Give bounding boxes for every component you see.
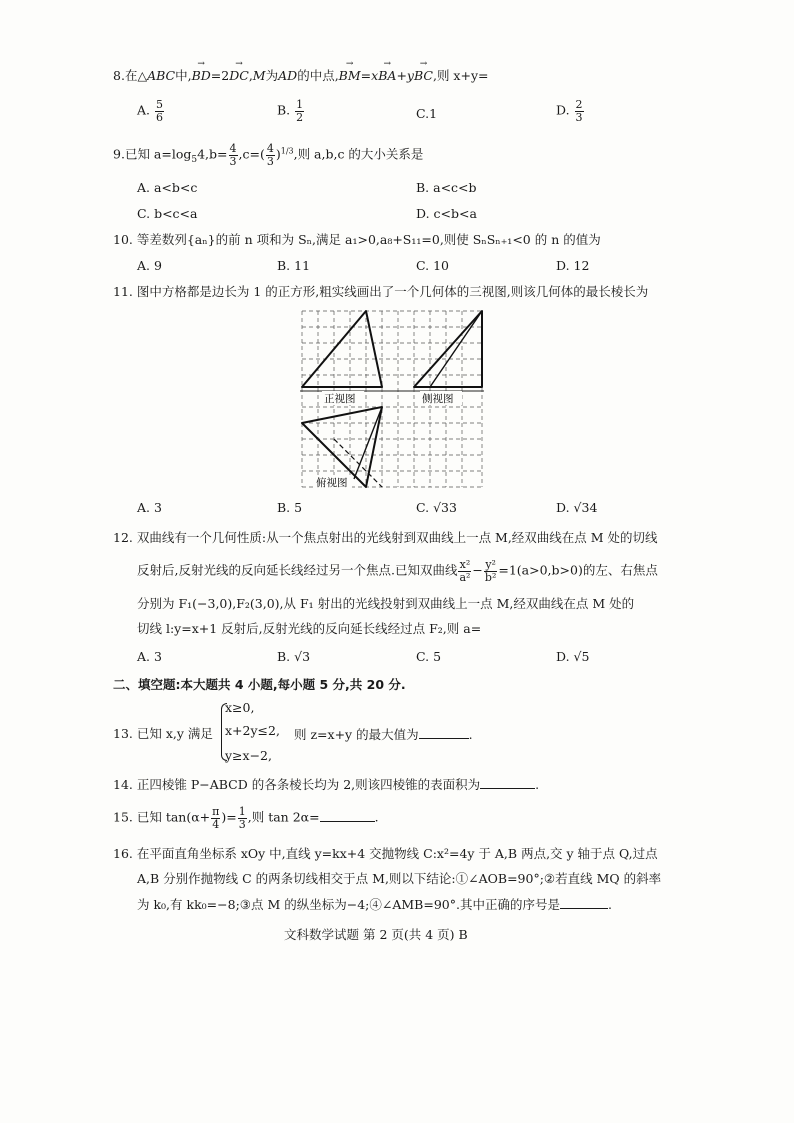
- page-footer: 文科数学试题 第 2 页(共 4 页) B: [284, 927, 468, 942]
- question-12-line-4: 切线 l:y=x+1 反射后,反射光线的反向延长线经过点 F₂,则 a=: [137, 621, 482, 636]
- q8-option-a: A. $\frac{5}{6}$: [137, 98, 163, 124]
- q10-option-c: C. 10: [416, 258, 449, 273]
- q9-option-d: D. c<b<a: [416, 206, 477, 221]
- question-11-stem: 11. 图中方格都是边长为 1 的正方形,粗实线画出了一个几何体的三视图,则该几何体的最长棱长为: [113, 284, 649, 299]
- section-2-heading: 二、填空题:本大题共 4 小题,每小题 5 分,共 20 分.: [113, 677, 406, 692]
- q11-option-c: C. √33: [416, 500, 457, 515]
- side-view-label: 侧视图: [422, 393, 454, 405]
- q12-option-c: C. 5: [416, 649, 442, 664]
- top-view-label: 俯视图: [316, 477, 348, 489]
- question-16-line-1: 16. 在平面直角坐标系 xOy 中,直线 y=kx+4 交抛物线 C:x²=4y 于 A,B 两点,交 y 轴于点 Q,过点: [113, 846, 658, 861]
- q9-option-b: B. a<c<b: [416, 180, 477, 195]
- q10-option-a: A. 9: [137, 258, 162, 273]
- q13-question: 则 z=x+y 的最大值为 .: [294, 727, 473, 742]
- answer-blank-13[interactable]: [419, 726, 469, 739]
- answer-blank-14[interactable]: [480, 776, 535, 789]
- q12-option-d: D. √5: [556, 649, 590, 664]
- q12-option-a: A. 3: [137, 649, 162, 664]
- question-9-stem: 9.已知 $a=\log_54,b=$ $\frac{4}{3}$ ,c=( $\frac{4}{3}$ )$^{1/3}$,则 a,b,c 的大小关系是: [113, 142, 424, 168]
- vector-bd: → BD: [192, 68, 211, 83]
- vector-ba: → BA: [378, 68, 396, 83]
- q13-constraint-1: x≥0,: [225, 700, 255, 715]
- q8-option-c: C.1: [416, 106, 438, 121]
- question-12-line-3: 分别为 F₁(−3,0),F₂(3,0),从 F₁ 射出的光线投射到双曲线上一点 M,经双曲线在点 M 处的: [137, 596, 635, 611]
- question-12-line-1: 12. 双曲线有一个几何性质:从一个焦点射出的光线射到双曲线上一点 M,经双曲线在点 M 处的切线: [113, 530, 658, 545]
- question-12-line-2: 反射后,反射光线的反向延长线经过另一个焦点.已知双曲线 $\frac{\text{x²}}{\text{a²}}$ − $\frac{\text{y²}}{\text{b²}}$ =1(a>0,b>0)的左、右焦点: [137, 558, 658, 584]
- question-14: 14. 正四棱锥 P−ABCD 的各条棱长均为 2,则该四棱锥的表面积为 .: [113, 777, 540, 792]
- q9-option-c: C. b<c<a: [137, 206, 198, 221]
- question-8-stem: 8.在△ABC中,→ BD=2→ DC,M为AD的中点,→ BM=x→ BA+y→ BC,则 x+y=: [113, 68, 488, 83]
- q9-option-a: A. a<b<c: [137, 180, 198, 195]
- answer-blank-16[interactable]: [560, 896, 608, 909]
- vector-bm: → BM: [339, 68, 361, 83]
- q10-option-b: B. 11: [277, 258, 311, 273]
- question-16-line-3: 为 k₀,有 kk₀=−8;③点 M 的纵坐标为−4;④∠AMB=90°.其中正确的序号是 .: [137, 897, 612, 912]
- q8-option-d: D. $\frac{2}{3}$: [556, 98, 583, 124]
- vector-bc: → BC: [414, 68, 433, 83]
- front-view-shape: [302, 311, 382, 387]
- side-view-shape: [414, 311, 482, 387]
- q13-constraint-2: x+2y≤2,: [225, 723, 280, 738]
- q13-constraint-3: y≥x−2,: [225, 748, 272, 763]
- q10-option-d: D. 12: [556, 258, 590, 273]
- q11-option-d: D. √34: [556, 500, 598, 515]
- q8-option-b: B. $\frac{1}{2}$: [277, 98, 304, 124]
- answer-blank-15[interactable]: [320, 809, 375, 822]
- question-16-line-2: A,B 分别作抛物线 C 的两条切线相交于点 M,则以下结论:①∠AOB=90°;②若直线 MQ 的斜率: [137, 871, 662, 886]
- question-10-stem: 10. 等差数列{aₙ}的前 n 项和为 Sₙ,满足 a₁>0,a₈+S₁₁=0,则使 SₙSₙ₊₁<0 的 n 的值为: [113, 232, 601, 247]
- question-13-stem-prefix: 13. 已知 x,y 满足: [113, 726, 213, 741]
- q12-option-b: B. √3: [277, 649, 311, 664]
- vector-dc: → DC: [229, 68, 249, 83]
- front-view-label: 正视图: [324, 393, 356, 405]
- question-15: 15. 已知 tan(α+ $\frac{\pi}{4}$ )= $\frac{1}{3}$ ,则 tan 2α= .: [113, 805, 379, 831]
- q11-option-b: B. 5: [277, 500, 303, 515]
- q11-option-a: A. 3: [137, 500, 162, 515]
- three-view-diagram: [296, 305, 488, 491]
